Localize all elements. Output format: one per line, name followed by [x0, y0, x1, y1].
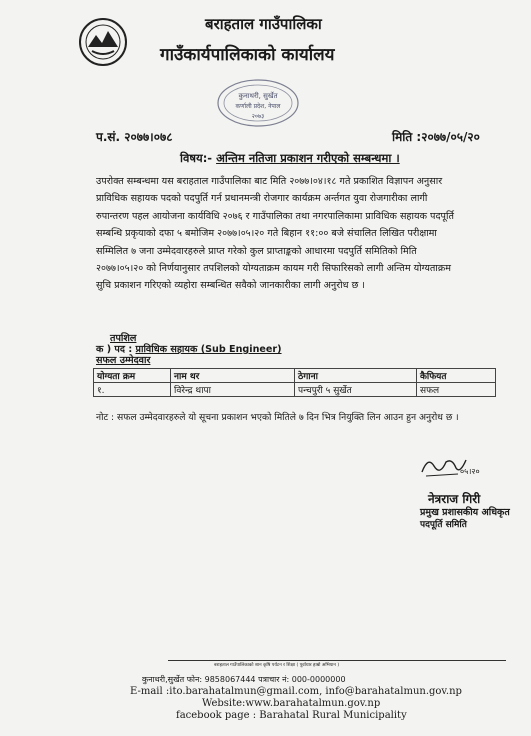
footer-contact: कुनाथरी,सुर्खेत फोन: 9858067444 पत्राचार नं: 000-0000000 — [142, 675, 346, 684]
cell-rank: १. — [94, 383, 171, 397]
footer-website: Website:www.barahatalmun.gov.np — [202, 698, 381, 709]
body-line: प्राविधिक सहायक पदको पदपुर्ति गर्न प्रधानमन्त्री रोजगार कार्यक्रम अर्न्तगत युवा रोजगारीका लागी — [96, 193, 428, 205]
office-stamp — [215, 78, 301, 128]
body-line: २०७७।०५।२० को निर्णयानुसार तपशिलको योग्यताक्रम कायम गरी सिफारिसको लागी अन्तिम योग्यताक्रम — [96, 263, 451, 275]
signature-date: ०५।२० — [460, 467, 480, 476]
body-line: रुपान्तरण पहल आयोजना कार्यविधि २०७६ र गाउँपालिका तथा नगरपालिकामा प्राविधिक सहायक पदपूर्ति — [96, 210, 454, 222]
letter-date: मिति :२०७७/०५/२० — [392, 130, 480, 144]
body-line: सम्मिलित ७ जना उम्मेदवारहरुले प्राप्त गरेको कुल प्राप्ताङ्कको आधारमा पदपुर्ति समितिको मिति — [96, 245, 417, 257]
signatory-committee: पदपूर्ति समिति — [420, 520, 467, 530]
body-line: सम्बन्धि प्रकृयाको दफा ५ बमोजिम २०७७।०५।२० गते बिहान ११:०० बजे संचालित लिखित परीक्षामा — [96, 228, 437, 240]
table-header-row — [94, 369, 496, 383]
footer-slogan: बराहताल गाउँपालिकाको शान कृषि पर्यटन र शिक्षा ( पूर्वाधार हाम्रो अभियान ) — [214, 663, 340, 668]
subject-text: अन्तिम नतिजा प्रकाशन गरीएको सम्बन्धमा । — [216, 151, 400, 165]
footer-divider — [168, 660, 506, 661]
stamp-line-3: २०७३ — [251, 113, 265, 120]
successful-candidate-heading: सफल उम्मेदवार — [96, 355, 151, 366]
signatory-name: नेत्रराज गिरी — [428, 492, 481, 506]
office-title: गाउँकार्यपालिकाको कार्यालय — [160, 45, 335, 65]
body-line: उपरोक्त सम्बन्धमा यस बराहताल गाउँपालिका बाट मिति २०७७।०४।१८ गते प्रकाशित विज्ञापन अनुसार — [96, 176, 443, 187]
post-name: प्राविधिक सहायक (Sub Engineer) — [135, 344, 282, 355]
note-text: नोट : सफल उम्मेदवारहरुले यो सूचना प्रकाशन भएको मितिले ७ दिन भित्र नियुक्ति लिन आउन हुन अनुरोध छ । — [96, 412, 459, 423]
municipality-title: बराहताल गाउँपालिका — [205, 15, 322, 33]
stamp-line-1: कुनाथरी, सुर्खेत — [238, 92, 278, 100]
post-prefix: क ) पद : — [96, 344, 133, 355]
reference-number: प.सं. २०७७।०७८ — [96, 130, 173, 144]
header-address: ठेगाना — [295, 369, 417, 383]
footer-email: E-mail :ito.barahatalmun@gmail.com, info@barahatalmun.gov.np — [130, 686, 462, 697]
header-name: नाम थर — [171, 369, 295, 383]
body-line: सुचि प्रकाशन गरिएको व्यहोरा सम्बन्धित सवैको जानकारीका लागी अनुरोध छ । — [96, 280, 366, 292]
footer-facebook: facebook page : Barahatal Rural Municipality — [176, 710, 407, 721]
cell-name: विरेन्द्र थापा — [171, 383, 295, 397]
letter-body — [96, 173, 504, 295]
cell-address: पन्चपुरी ५ सुर्खेत — [295, 383, 417, 397]
table-row — [94, 383, 496, 397]
header-rank: योग्यता क्रम — [94, 369, 171, 383]
subject-line — [180, 151, 400, 166]
details-heading: तपशिल — [110, 333, 137, 344]
subject-prefix: विषय:- — [180, 151, 213, 165]
signatory-designation: प्रमुख प्रशासकीय अधिकृत — [420, 507, 510, 518]
result-table — [93, 368, 496, 397]
header-remarks: कैफियत — [417, 369, 496, 383]
cell-remarks: सफल — [417, 383, 496, 397]
municipality-logo-icon — [78, 17, 128, 67]
stamp-line-2: कर्णाली प्रदेश, नेपाल — [235, 103, 281, 110]
